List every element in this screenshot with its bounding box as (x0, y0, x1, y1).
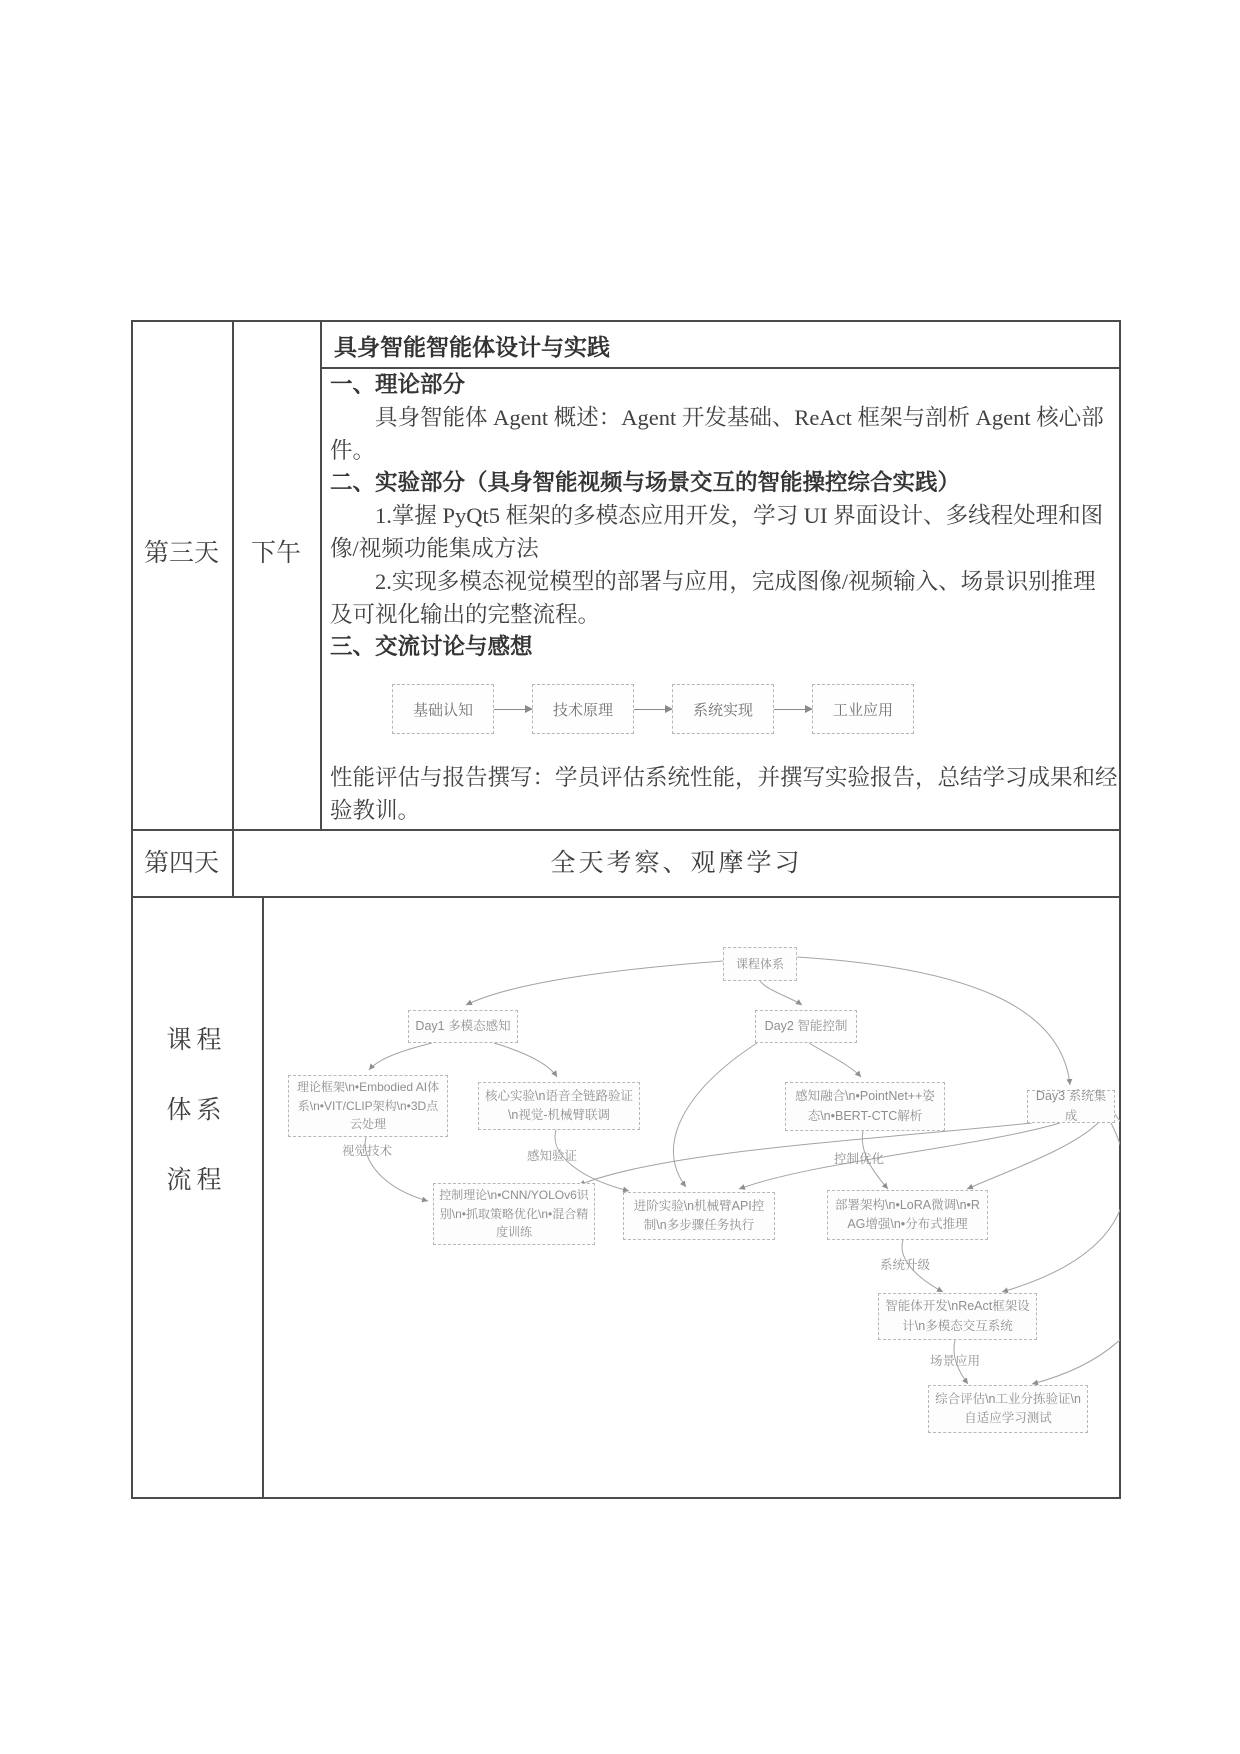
flow-node-control: 控制理论\n•CNN/YOLOv6识别\n•抓取策略优化\n•混合精度训练 (433, 1183, 595, 1245)
day4-label: 第四天 (143, 850, 219, 877)
closing-paragraph: 性能评估与报告撰写：学员评估系统性能，并撰写实验报告，总结学习成果和经验教训。 (330, 765, 1118, 823)
day3-label: 第三天 (143, 540, 219, 567)
flow-node-root: 课程体系 (723, 947, 797, 981)
flow-node-adv: 进阶实验\n机械臂API控制\n多步骤任务执行 (623, 1192, 775, 1240)
mini-flow-step-4: 工业应用 (812, 684, 914, 734)
flow-node-theory: 理论框架\n•Embodied AI体系\n•VIT/CLIP架构\n•3D点云处理 (288, 1075, 448, 1137)
flow-node-agent: 智能体开发\nReAct框架设计\n多模态交互系统 (878, 1293, 1037, 1340)
course-map-flowchart (262, 898, 1120, 1499)
side-label-course: 课程 (166, 1027, 227, 1054)
side-label-system: 体系 (166, 1097, 227, 1124)
arrow-right-icon (634, 709, 672, 710)
section-body-2b: 2.实现多模态视觉模型的部署与应用，完成图像/视频输入、场景识别推理及可视化输出的完整流程。 (330, 568, 1096, 627)
arrow-right-icon (494, 709, 532, 710)
flow-node-eval: 综合评估\n工业分拣验证\n自适应学习测试 (928, 1385, 1088, 1433)
side-label-process: 流程 (166, 1167, 227, 1194)
flow-node-day1: Day1 多模态感知 (408, 1010, 518, 1043)
mini-flow-diagram (392, 684, 914, 734)
flow-node-day2: Day2 智能控制 (755, 1010, 857, 1043)
day4-content: 全天考察、观摩学习 (550, 850, 803, 877)
table-border-left (131, 320, 133, 1499)
section-heading-3: 三、交流讨论与感想 (330, 634, 533, 660)
mini-flow-step-3: 系统实现 (672, 684, 774, 734)
edge-label-perceive: 感知验证 (527, 1149, 578, 1163)
table-divider-row1 (131, 829, 1121, 831)
edge-label-upgrade: 系统升级 (880, 1258, 931, 1272)
table-border-top (131, 320, 1121, 322)
table-divider-col1 (232, 320, 234, 898)
mini-flow-step-2: 技术原理 (532, 684, 634, 734)
flow-node-core: 核心实验\n语音全链路验证\n视觉-机械臂联调 (478, 1082, 640, 1130)
flow-node-deploy: 部署架构\n•LoRA微调\n•RAG增强\n•分布式推理 (827, 1190, 988, 1240)
edge-label-scene: 场景应用 (930, 1354, 981, 1368)
table-divider-col2 (320, 320, 322, 829)
edge-label-control: 控制优化 (834, 1152, 885, 1166)
course-title: 具身智能智能体设计与实践 (334, 335, 610, 360)
section-body-2a: 1.掌握 PyQt5 框架的多模态应用开发，学习 UI 界面设计、多线程处理和图像/视频功能集成方法 (330, 503, 1104, 561)
session-label: 下午 (250, 540, 301, 567)
mini-flow-step-1: 基础认知 (392, 684, 494, 734)
course-content (330, 369, 1118, 664)
arrow-right-icon (774, 709, 812, 710)
flow-node-fusion: 感知融合\n•PointNet++姿态\n•BERT-CTC解析 (785, 1082, 945, 1131)
edge-label-visual: 视觉技术 (342, 1144, 393, 1158)
flow-node-day3: Day3 系统集成 (1027, 1090, 1115, 1123)
section-body-1: 具身智能体 Agent 概述：Agent 开发基础、ReAct 框架与剖析 Agent 核心部件。 (330, 404, 1104, 463)
section-heading-2: 二、实验部分（具身智能视频与场景交互的智能操控综合实践） (330, 470, 961, 496)
section-heading-1: 一、理论部分 (330, 372, 466, 397)
